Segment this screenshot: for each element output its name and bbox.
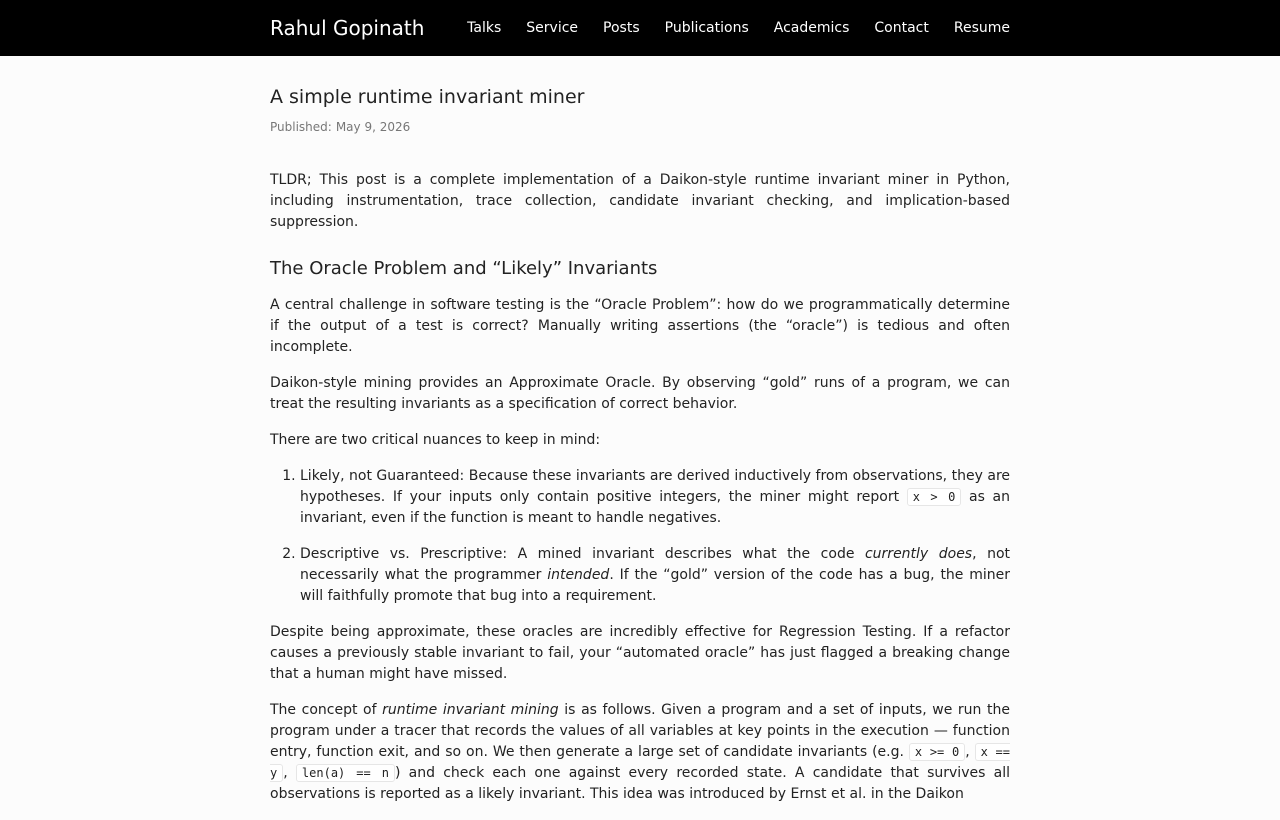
list-item-text: , not necessarily what the programmer [300,546,1011,583]
top-navbar [0,0,1280,56]
paragraph-oracle-problem: A central challenge in software testing is the “Oracle Problem”: how do we programmatically determine if the output of a test is correct? Manually writing assertions (the “oracle”) is tedious and often incomplete. [270,297,1010,355]
paragraph-regression-testing: Despite being approximate, these oracles are incredibly effective for Regression Testing. If a refactor causes a previously stable invariant to fail, your “automated oracle” has just flagged a breaking change that a human might have missed. [270,624,1010,682]
main-nav [442,18,1010,38]
list-item-text: Descriptive vs. Prescriptive: A mined invariant describes what the code [300,546,865,562]
emphasis: currently does [864,546,973,562]
paragraph-approximate-oracle: Daikon-style mining provides an Approximate Oracle. By observing “gold” runs of a program, we can treat the resulting invariants as a specification of correct behavior. [270,375,1010,412]
section-heading-oracle-problem: The Oracle Problem and “Likely” Invariants [270,258,658,279]
list-item-text: Likely, not Guaranteed: Because these invariants are derived inductively from observations, they are hypotheses. If your inputs only contain positive integers, the miner might report [300,468,1010,505]
nav-service[interactable]: Service [526,20,579,36]
post-title: A simple runtime invariant miner [270,86,585,108]
post-content [270,170,1010,805]
published-date: May 9, 2026 [335,120,411,134]
navbar-container [270,0,1010,56]
nav-contact[interactable]: Contact [874,20,929,36]
inline-code: len(a) == n [296,764,395,782]
paragraph-text: ) and check each one against every recorded state. A candidate that survives all observations is reported as a likely invariant. This idea was introduced by Ernst et al. in the Daikon [270,765,1010,802]
inline-code: x >= 0 [909,743,965,761]
nav-publications[interactable]: Publications [664,20,749,36]
tldr-paragraph: TLDR; This post is a complete implementation of a Daikon-style runtime invariant miner in Python, including instrumentation, trace collection, candidate invariant checking, and implication-based suppression. [270,172,1010,230]
list-item-likely [300,466,1010,529]
site-title-link[interactable]: Rahul Gopinath [270,16,425,40]
nav-resume[interactable]: Resume [953,20,1010,36]
paragraph-text: The concept of [270,702,383,718]
post-article [270,84,1010,820]
paragraph-text: , [283,765,296,781]
paragraph-text: is as follows. Given a program and a set of inputs, we run the program under a tracer that records the values of all variables at key points in the execution — function entry, function exit, and so on. We then generate a large set of candidate invariants (e.g. [270,702,1010,760]
inline-code: x == y [270,745,1010,780]
nav-academics[interactable]: Academics [773,20,850,36]
published-label: Published: [270,120,332,134]
list-item-text: . If the “gold” version of the code has a bug, the miner will faithfully promote that bug into a requirement. [300,567,1011,604]
paragraph-concept [270,700,1010,805]
emphasis: runtime invariant mining [382,702,559,718]
paragraph-nuances-intro: There are two critical nuances to keep in mind: [270,432,601,448]
nuances-list [300,466,1010,607]
paragraph-text: , [965,744,975,760]
nav-posts[interactable]: Posts [603,20,640,36]
inline-code: x > 0 [907,488,962,506]
list-item-text: as an invariant, even if the function is meant to handle negatives. [300,489,1010,526]
emphasis: intended [547,567,610,583]
post-meta [270,119,1010,135]
nav-talks[interactable]: Talks [467,20,502,36]
list-item-descriptive [300,544,1010,607]
